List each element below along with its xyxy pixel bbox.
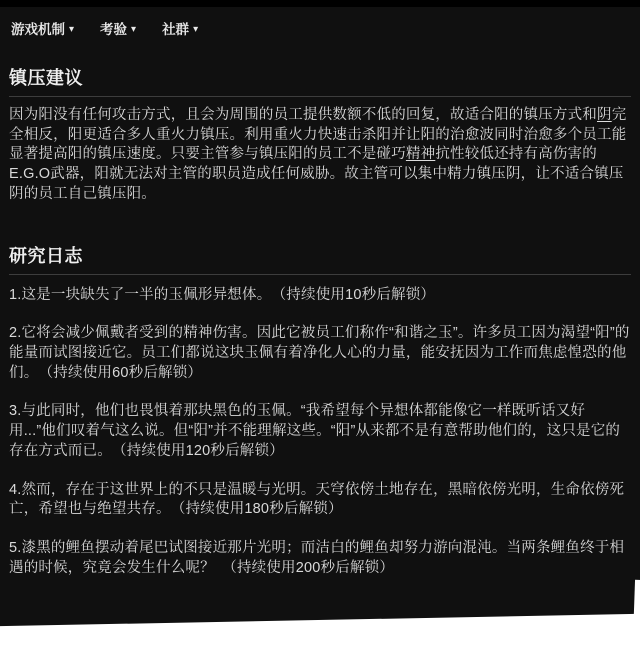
nav-item-label: 游戏机制: [11, 22, 65, 37]
nav-item-label: 社群: [162, 22, 190, 37]
research-log-entry-3: 3.与此同时，他们也畏惧着那块黑色的玉佩。“我希望每个异想体都能像它一样既听话又好用...”他们叹着气这么说。但“阳”并不能理解这些。“阳”从来都不是有意帮助他们的，这只是它的存在方式而已。 （持续使用120秒后解锁）: [9, 403, 621, 459]
text-segment: 因为阳没有任何攻击方式，且会为周围的员工提供数额不低的回复，故适合阳的镇压方式和: [9, 107, 597, 123]
section-title-suppression-advice: 镇压建议: [9, 68, 83, 88]
nav-item-community[interactable]: [162, 18, 198, 38]
text-segment: 完全相反，阳更适合多人重火力镇压。利用重火力快速击杀阳并让阳的治愈波同时治愈多个员工能显著提高阳的镇压速度。只要主管参与镇压阳的员工不是碰巧: [9, 107, 627, 163]
research-log-entry-1: 1.这是一块缺失了一半的玉佩形异想体。 （持续使用10秒后解锁）: [9, 286, 436, 303]
nav-item-trials[interactable]: [100, 18, 136, 38]
section-title-research-log: 研究日志: [9, 245, 83, 266]
section-research-log: [9, 242, 631, 579]
wiki-link[interactable]: 阴: [597, 107, 612, 123]
text-segment: 抗性较低还持有高伤害的E.G.O武器，阳就无法对主管的职员造成任何威胁。故主管可以集中精力镇压阴，让不适合镇压阴的员工自己镇压阳。: [9, 146, 624, 202]
chevron-down-icon: ▾: [131, 23, 137, 35]
research-log-entry-4: 4.然而，存在于这世界上的不只是温暖与光明。天穹依傍土地存在，黑暗依傍光明，生命依傍死亡，希望也与绝望共存。 （持续使用180秒后解锁）: [9, 481, 625, 518]
nav-item-game-mechanics[interactable]: [11, 18, 74, 38]
wiki-link[interactable]: 精神: [405, 146, 436, 163]
research-log-entry-2: 2.它将会减少佩戴者受到的精神伤害。因此它被员工们称作“和谐之玉”。许多员工因为渴望“阳”的能量而试图接近它。员工们都说这块玉佩有着净化人心的力量，能安抚因为工作而焦虑惶恐的他们。 （持续使用60秒后解锁）: [9, 325, 630, 381]
photo-right-edge: [633, 580, 640, 640]
chevron-down-icon: ▾: [193, 23, 199, 35]
section-divider: [9, 274, 631, 275]
suppression-paragraph: [9, 106, 631, 205]
photo-top-edge: [0, 0, 640, 7]
section-divider: [9, 96, 631, 97]
nav-item-label: 考验: [100, 22, 128, 37]
research-log-entry-5: 5.漆黑的鲤鱼摆动着尾巴试图接近那片光明；而洁白的鲤鱼却努力游向混沌。当两条鲤鱼终于相遇的时候，究竟会发生什么呢？ （持续使用200秒后解锁）: [9, 540, 625, 576]
top-nav: [9, 12, 631, 40]
chevron-down-icon: ▾: [69, 23, 75, 35]
section-suppression-advice: [9, 64, 631, 205]
